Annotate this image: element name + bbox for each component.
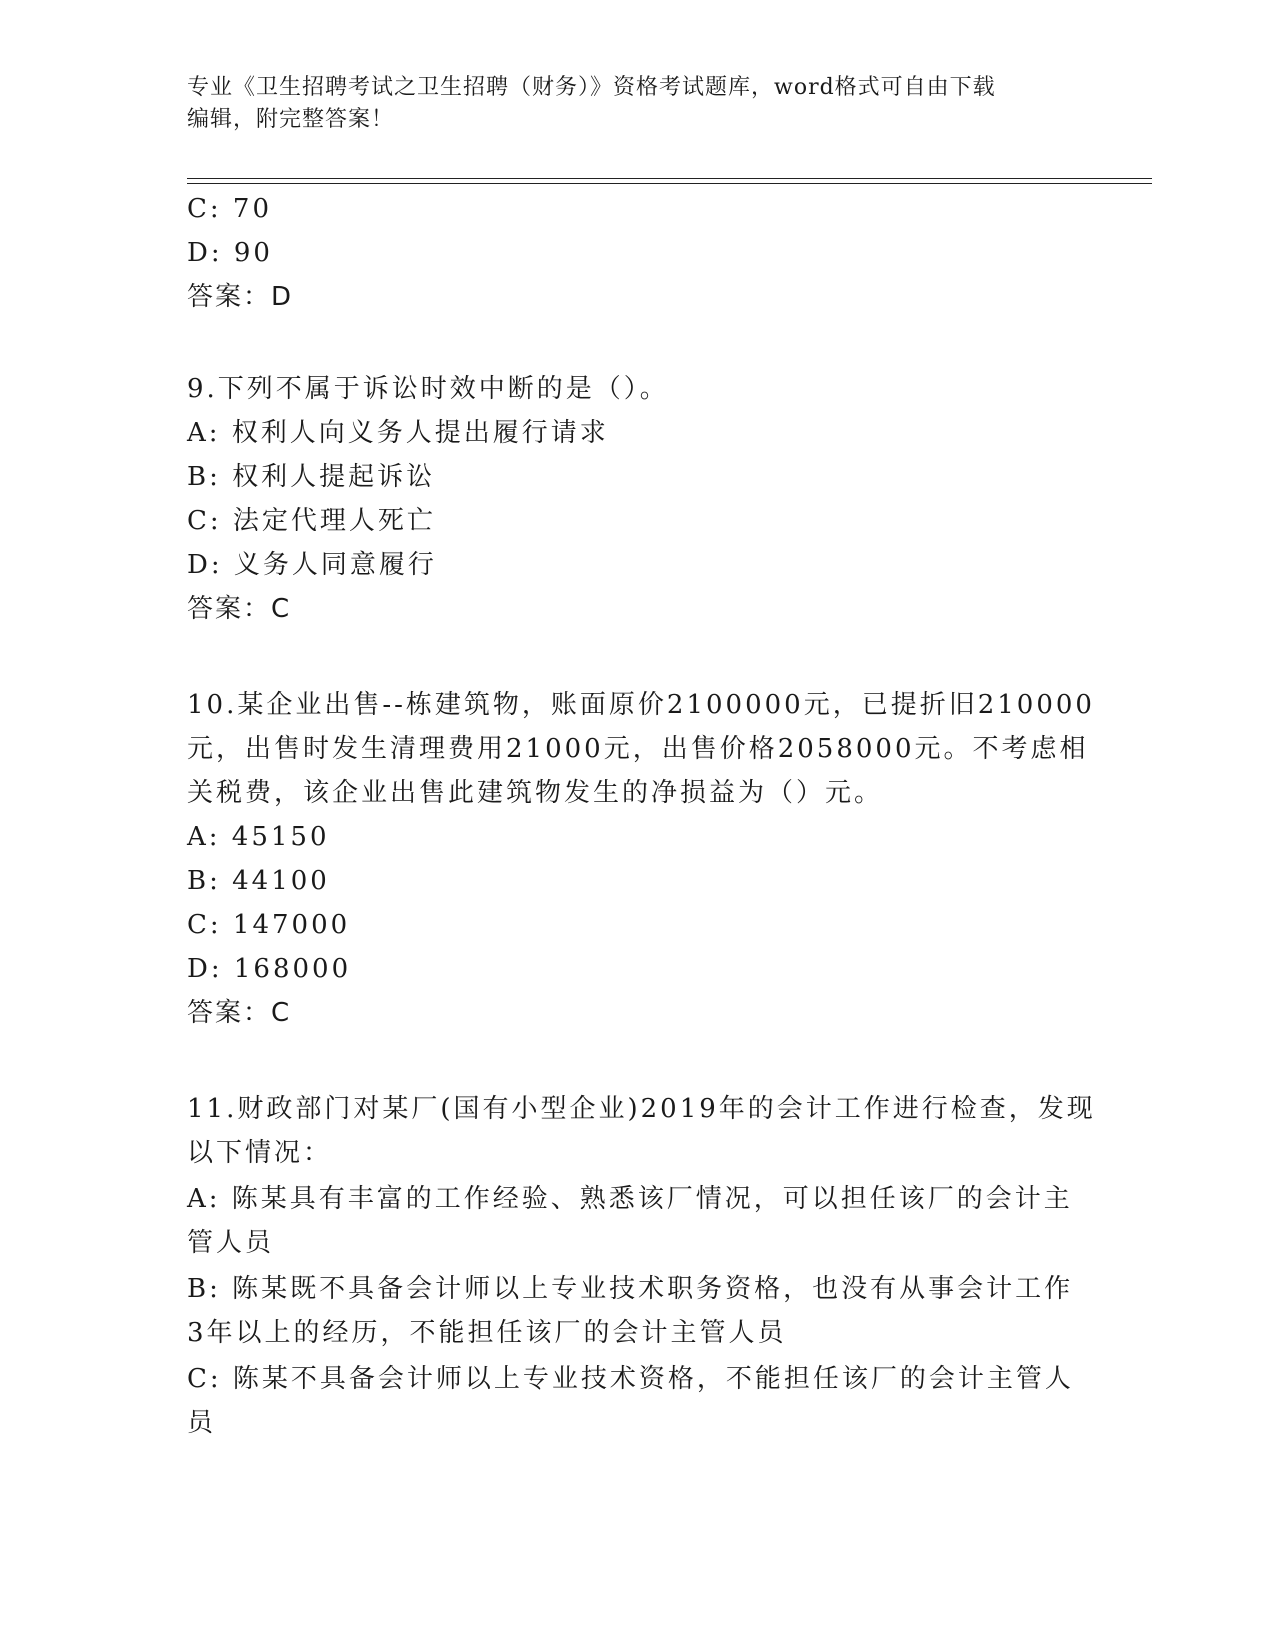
q10-stem-line-3: 关税费，该企业出售此建筑物发生的净损益为（）元。	[187, 778, 884, 808]
q8-option-d: D: 90	[187, 238, 273, 268]
header-line-2: 编辑，附完整答案！	[187, 107, 395, 132]
q8-option-c: C: 70	[187, 194, 273, 224]
q9-option-d: D: 义务人同意履行	[187, 550, 437, 580]
q10-stem-line-1: 10.某企业出售--栋建筑物，账面原价2100000元，已提折旧210000	[187, 690, 1095, 720]
q11-option-a-line-1: A: 陈某具有丰富的工作经验、熟悉该厂情况，可以担任该厂的会计主	[187, 1184, 1073, 1214]
q8-answer: 答案：D	[187, 282, 294, 312]
q9-stem: 9.下列不属于诉讼时效中断的是（）。	[187, 374, 669, 404]
header-line-1: 专业《卫生招聘考试之卫生招聘（财务）》资格考试题库，word格式可自由下载	[187, 75, 996, 100]
q9-option-b: B: 权利人提起诉讼	[187, 462, 436, 492]
header-divider-top	[187, 178, 1152, 179]
q10-answer: 答案：C	[187, 998, 292, 1028]
q11-option-a-line-2: 管人员	[187, 1228, 275, 1258]
q10-option-d: D: 168000	[187, 954, 352, 984]
q11-option-b-line-2: 3年以上的经历，不能担任该厂的会计主管人员	[187, 1318, 787, 1348]
q9-option-a: A: 权利人向义务人提出履行请求	[187, 418, 609, 448]
q9-option-c: C: 法定代理人死亡	[187, 506, 436, 536]
document-header	[187, 72, 1077, 136]
q9-answer: 答案：C	[187, 594, 292, 624]
q11-option-c-line-1: C: 陈某不具备会计师以上专业技术资格，不能担任该厂的会计主管人	[187, 1364, 1074, 1394]
q10-option-a: A: 45150	[187, 822, 330, 852]
q10-option-c: C: 147000	[187, 910, 351, 940]
q10-option-b: B: 44100	[187, 866, 330, 896]
q11-stem-line-2: 以下情况：	[187, 1138, 333, 1168]
q11-option-c-line-2: 员	[187, 1408, 217, 1438]
q11-stem-line-1: 11.财政部门对某厂(国有小型企业)2019年的会计工作进行检查，发现	[187, 1094, 1096, 1124]
header-divider-bottom	[187, 183, 1152, 184]
q11-option-b-line-1: B: 陈某既不具备会计师以上专业技术职务资格，也没有从事会计工作	[187, 1274, 1074, 1304]
q10-stem-line-2: 元，出售时发生清理费用21000元，出售价格2058000元。不考虑相	[187, 734, 1089, 764]
